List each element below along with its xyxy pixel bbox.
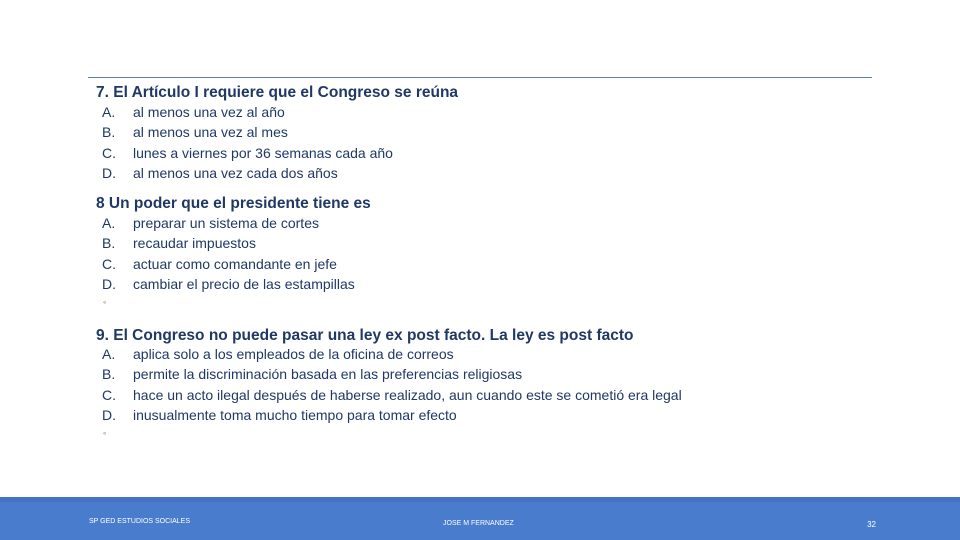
- bullet-marker: ◦: [103, 428, 107, 438]
- question-9: 9. El Congreso no puede pasar una ley ex post facto. La ley es post facto: [96, 327, 634, 344]
- option-text: inusualmente toma mucho tiempo para tomar efecto: [133, 406, 457, 423]
- option-text: permite la discriminación basada en las preferencias religiosas: [133, 366, 523, 383]
- question-8: 8 Un poder que el presidente tiene es: [96, 195, 371, 212]
- option-d: [102, 163, 393, 183]
- option-letter: D.: [102, 164, 116, 181]
- question-9-options: [102, 344, 682, 425]
- header-rule: [88, 77, 872, 78]
- question-7: 7. El Artículo I requiere que el Congreso se reúna: [96, 84, 459, 101]
- option-letter: B.: [102, 235, 116, 252]
- footer-author: JOSE M FERNANDEZ: [443, 520, 514, 527]
- option-text: cambiar el precio de las estampillas: [133, 275, 355, 292]
- option-letter: A.: [102, 104, 116, 120]
- option-letter: A.: [102, 346, 116, 362]
- page-number: 32: [867, 520, 876, 529]
- option-b: [102, 364, 682, 384]
- option-d: [102, 405, 682, 425]
- option-text: al menos una vez al mes: [133, 124, 288, 141]
- option-letter: D.: [102, 406, 116, 423]
- option-letter: C.: [102, 255, 116, 272]
- option-text: hace un acto ilegal después de haberse realizado, aun cuando este se cometió era legal: [133, 386, 682, 403]
- option-c: [102, 254, 355, 274]
- option-b: [102, 122, 393, 142]
- option-text: al menos una vez al año: [133, 104, 285, 120]
- option-text: al menos una vez cada dos años: [133, 164, 338, 181]
- question-7-options: [102, 102, 393, 183]
- option-text: lunes a viernes por 36 semanas cada año: [133, 144, 393, 161]
- option-a: [102, 344, 682, 364]
- option-letter: D.: [102, 275, 116, 292]
- option-a: [102, 102, 393, 122]
- option-letter: C.: [102, 386, 116, 403]
- option-c: [102, 385, 682, 405]
- option-text: preparar un sistema de cortes: [133, 215, 319, 231]
- option-d: [102, 274, 355, 294]
- option-text: actuar como comandante en jefe: [133, 255, 337, 272]
- option-letter: B.: [102, 124, 116, 141]
- question-8-options: [102, 213, 355, 294]
- option-text: recaudar impuestos: [133, 235, 256, 252]
- option-b: [102, 233, 355, 253]
- option-letter: C.: [102, 144, 116, 161]
- footer-course-label: SP GED ESTUDIOS SOCIALES: [89, 518, 191, 525]
- option-a: [102, 213, 355, 233]
- option-letter: B.: [102, 366, 116, 383]
- bullet-marker: ◦: [103, 297, 107, 307]
- option-c: [102, 143, 393, 163]
- option-letter: A.: [102, 215, 116, 231]
- option-text: aplica solo a los empleados de la oficina de correos: [133, 346, 454, 362]
